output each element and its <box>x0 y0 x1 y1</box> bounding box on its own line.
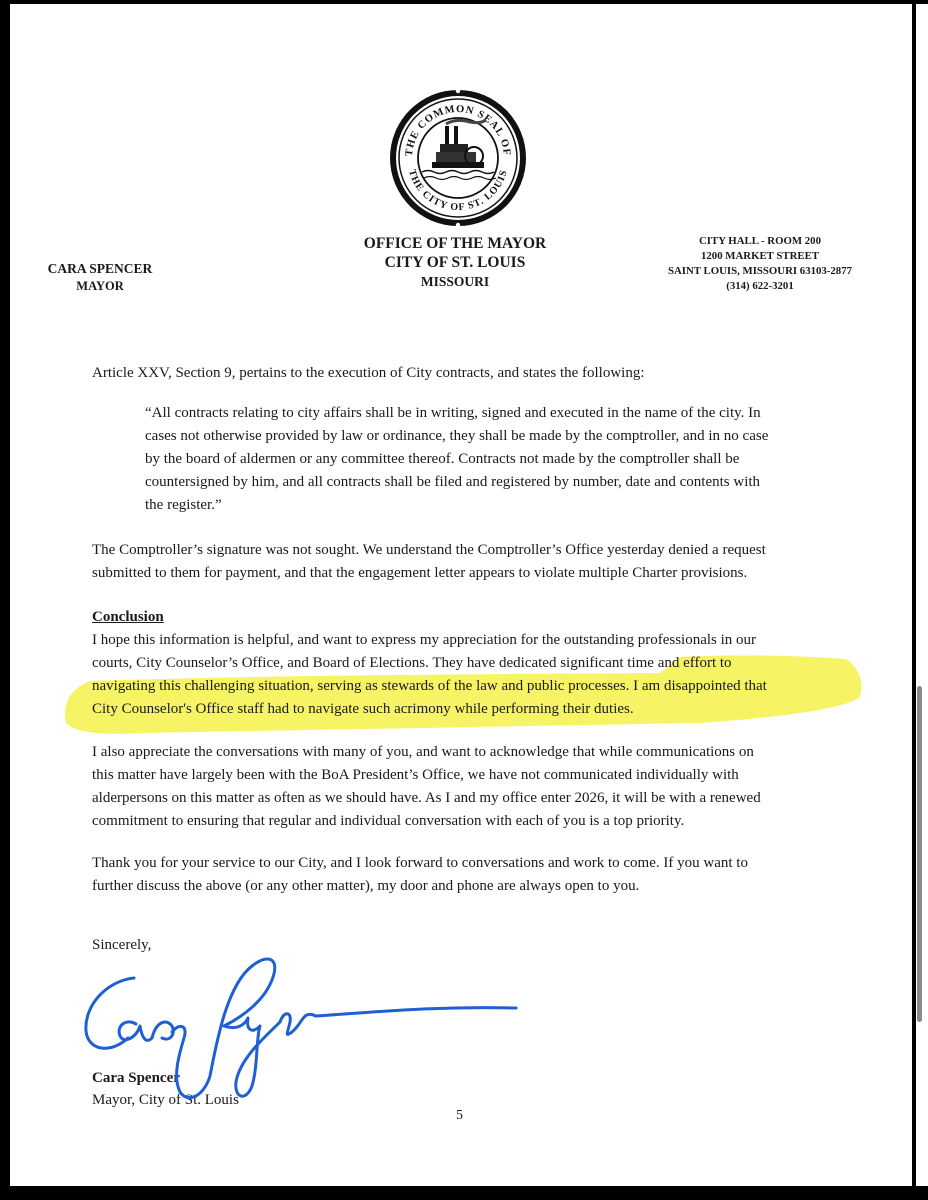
quote-line: the register.” <box>145 497 222 513</box>
paragraph-line: City Counselor's Office staff had to navigate such acrimony while performing their duties. <box>92 701 634 717</box>
seal-top-text: THE COMMON SEAL OF <box>403 103 513 157</box>
window-frame-top <box>0 0 928 4</box>
signatory-title: Mayor, City of St. Louis <box>92 1092 239 1108</box>
address-line-2: 1200 MARKET STREET <box>701 250 819 262</box>
thank-you-paragraph <box>92 852 748 898</box>
appreciation-paragraph <box>92 629 767 721</box>
window-frame-bottom <box>0 1186 928 1200</box>
paragraph-line: I hope this information is helpful, and want to express my appreciation for the outstanding professionals in our <box>92 632 757 648</box>
window-frame-right <box>912 0 916 1186</box>
quote-line: by the board of aldermen or any committee thereof. Contracts not made by the comptroller shall be <box>145 451 740 467</box>
address-block <box>640 234 880 294</box>
paragraph-line: The Comptroller’s signature was not sought. We understand the Comptroller’s Office yesterday denied a request <box>92 542 766 558</box>
closing-salutation: Sincerely, <box>92 937 152 953</box>
paragraph-line: alderpersons on this matter as often as we should have. As I and my office enter 2026, it will be with a renewed <box>92 790 761 806</box>
address-line-1: CITY HALL - ROOM 200 <box>699 235 821 247</box>
quote-line: cases not otherwise provided by law or ordinance, they shall be made by the comptroller, and in no case <box>145 428 769 444</box>
charter-quote <box>145 402 768 517</box>
paragraph-line: courts, City Counselor’s Office, and Board of Elections. They have dedicated significant time and effort to <box>92 655 732 671</box>
quote-line: “All contracts relating to city affairs shall be in writing, signed and executed in the name of the city. In <box>145 405 761 421</box>
paragraph-line: Thank you for your service to our City, and I look forward to conversations and work to come. If you want to <box>92 855 748 871</box>
paragraph-line: commitment to ensuring that regular and individual conversation with each of you is a top priority. <box>92 813 685 829</box>
paragraph-line: further discuss the above (or any other matter), my door and phone are always open to you. <box>92 878 640 894</box>
quote-line: countersigned by him, and all contracts shall be filed and registered by number, date and contents with <box>145 474 761 490</box>
conversations-paragraph <box>92 741 761 833</box>
mayor-title: MAYOR <box>76 279 124 293</box>
office-block <box>300 234 610 291</box>
mayor-name: CARA SPENCER <box>47 261 153 276</box>
phone-number: (314) 622-3201 <box>726 280 794 292</box>
window-frame-left <box>0 0 10 1200</box>
handwritten-signature <box>76 926 526 1116</box>
conclusion-heading: Conclusion <box>92 609 164 625</box>
page-number: 5 <box>456 1108 463 1123</box>
signatory-name: Cara Spencer <box>92 1070 180 1086</box>
city-seal-icon <box>388 88 528 228</box>
comptroller-paragraph <box>92 539 766 585</box>
paragraph-line: I also appreciate the conversations with many of you, and want to acknowledge that while communications on <box>92 744 754 760</box>
office-line-3: MISSOURI <box>420 274 490 289</box>
paragraph-line: submitted to them for payment, and that the engagement letter appears to violate multiple Charter provisions. <box>92 565 748 581</box>
paragraph-line: navigating this challenging situation, serving as stewards of the law and public processes. I am disappointed that <box>92 678 767 694</box>
office-line-2: CITY OF ST. LOUIS <box>384 254 526 271</box>
paragraph-line: this matter have largely been with the BoA President’s Office, we have not communicated individually with <box>92 767 739 783</box>
office-line-1: OFFICE OF THE MAYOR <box>363 235 547 252</box>
intro-paragraph: Article XXV, Section 9, pertains to the execution of City contracts, and states the following: <box>92 365 645 381</box>
seal-bottom-text: THE CITY OF ST. LOUIS <box>406 168 510 214</box>
vertical-scrollbar[interactable] <box>917 686 922 1022</box>
address-line-3: SAINT LOUIS, MISSOURI 63103-2877 <box>668 265 852 277</box>
